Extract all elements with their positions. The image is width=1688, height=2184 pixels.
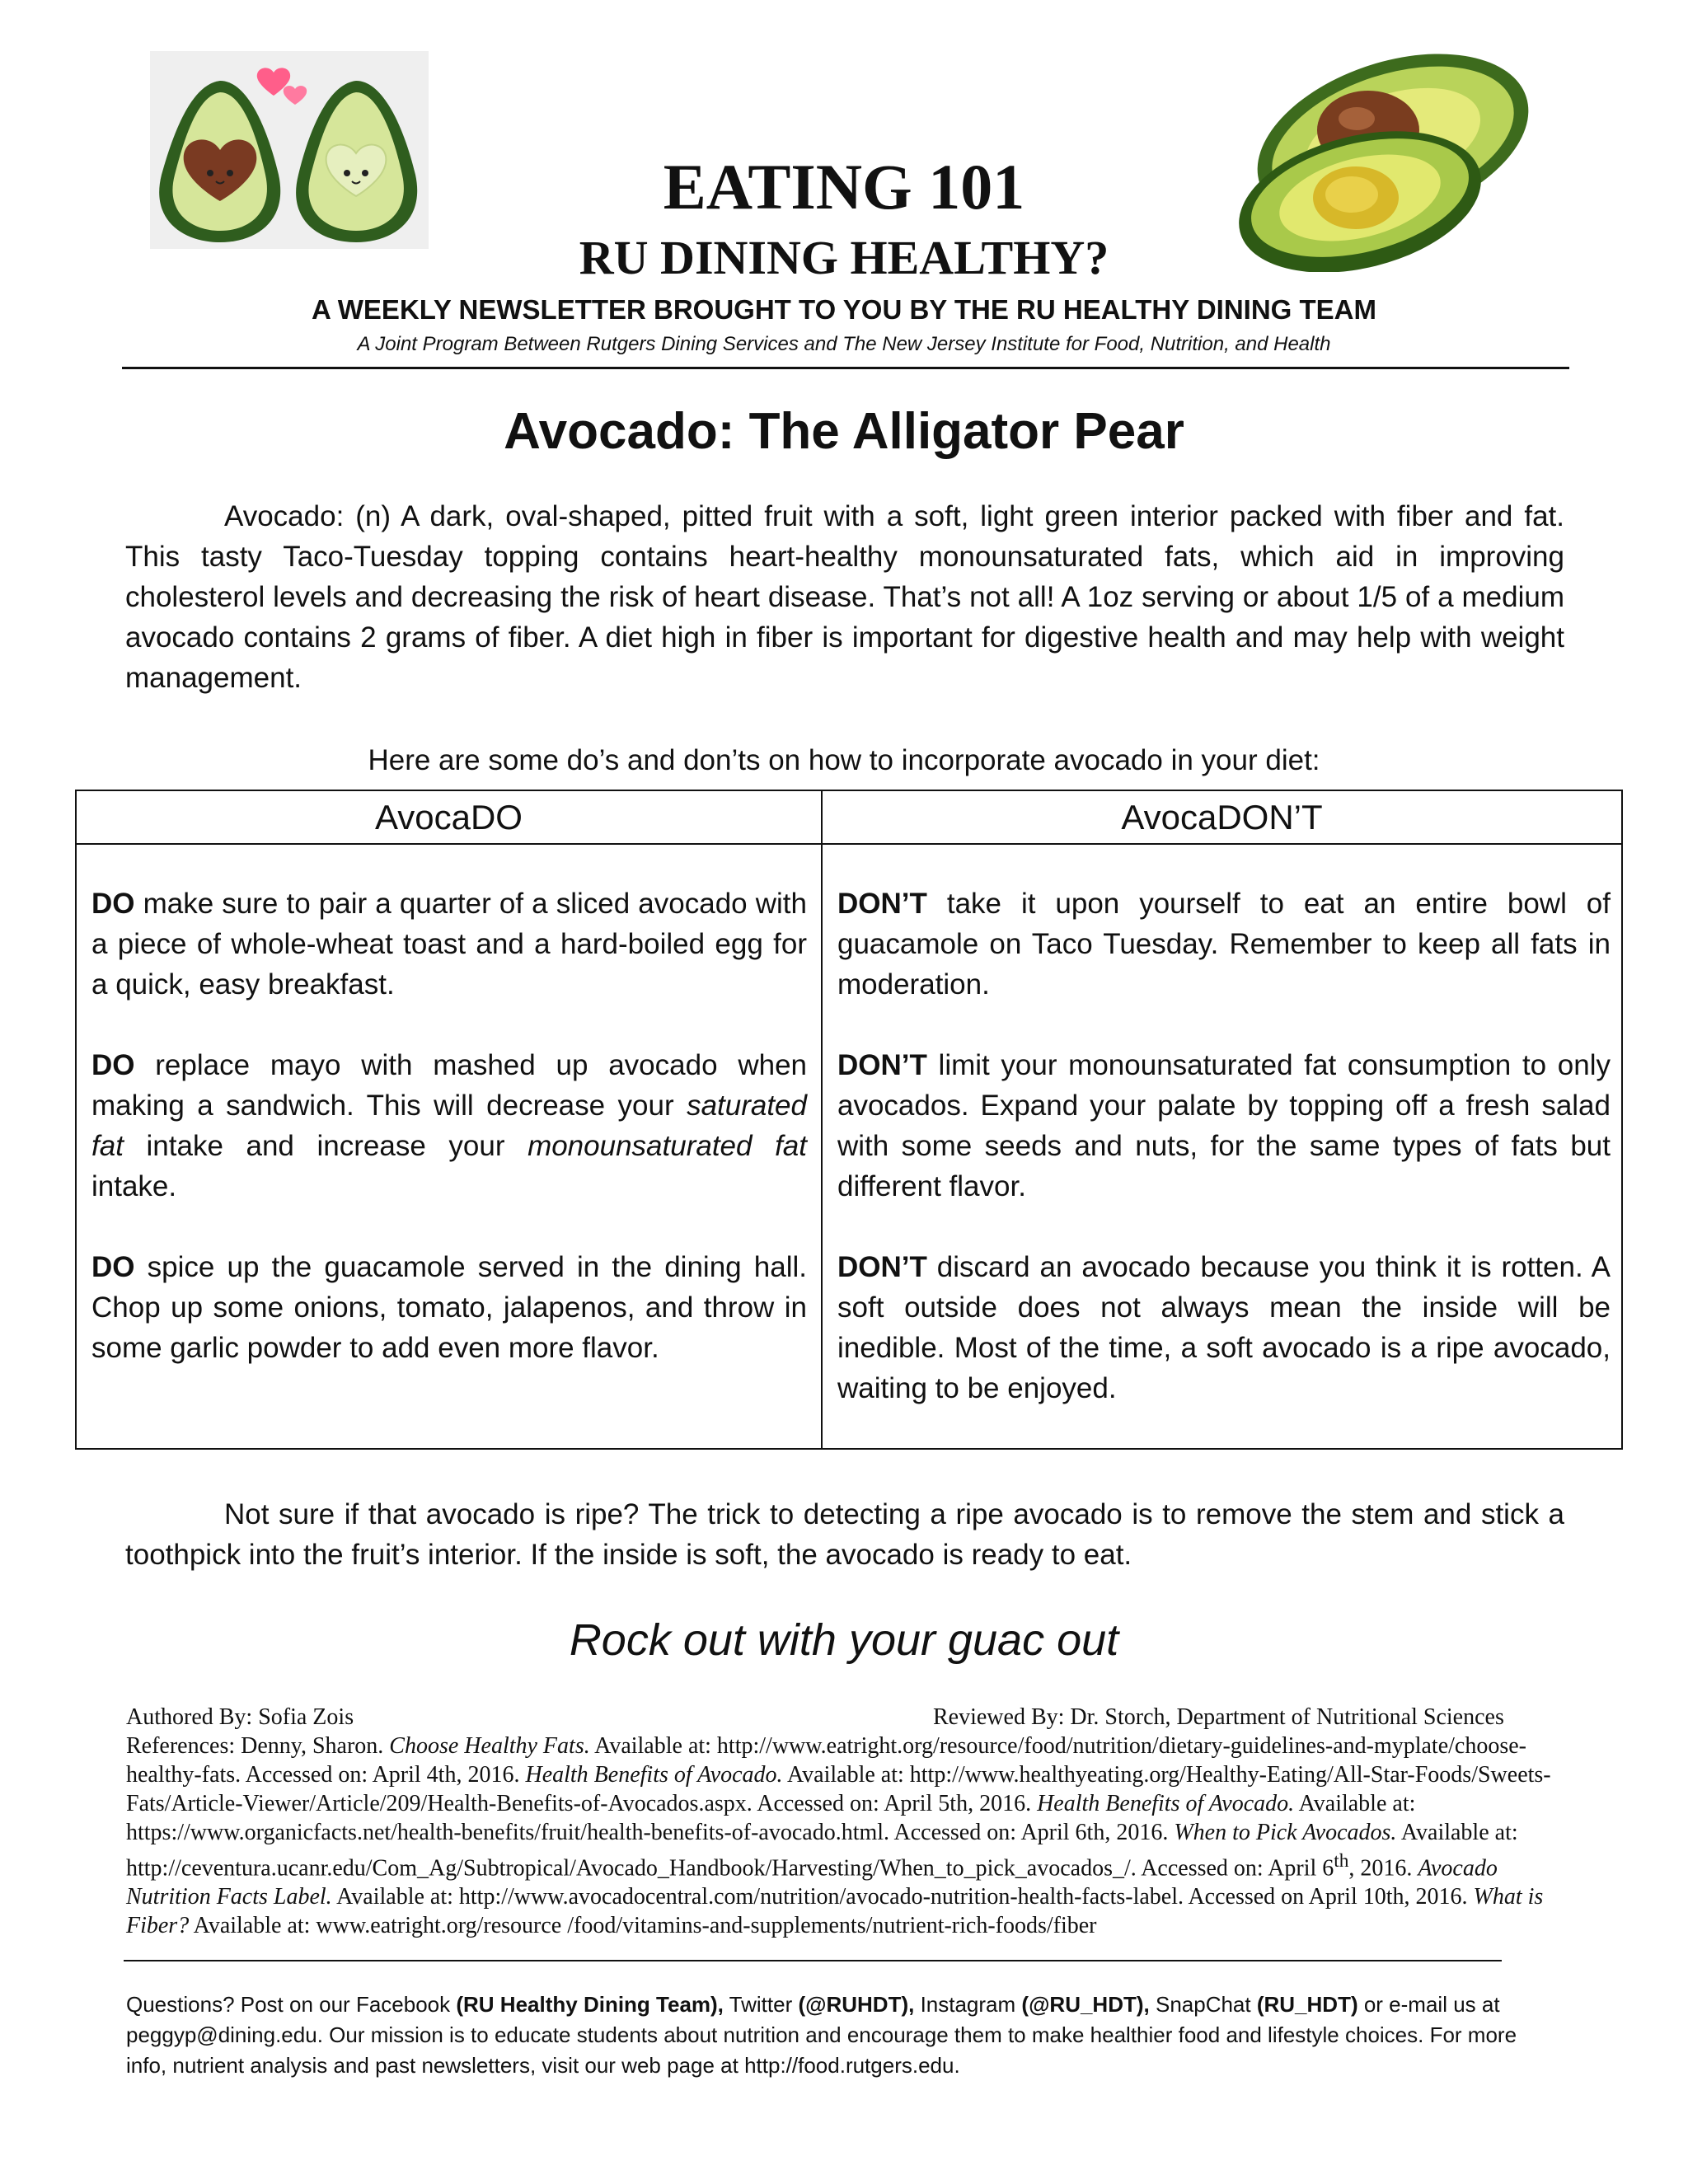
snapchat-handle: (RU_HDT) [1256,1992,1358,2017]
article-title: Avocado: The Alligator Pear [504,403,1184,460]
dont-text: discard an avocado because you think it is rotten. A soft outside does not always mean the inside will be inedible. Most of the time, a soft avocado is a ripe avocado, waiting to be enjoyed. [837,1251,1611,1404]
do-item [91,1247,807,1368]
table-header-divider [75,843,1623,845]
newsletter-title: EATING 101 [663,151,1025,223]
contact-info: Questions? Post on our Facebook (RU Healthy Dining Team), Twitter (@RUHDT), Instagram (@RU_HDT), SnapChat (RU_HDT) or e-mail us at peggyp@dining.edu. Our mission is to educate students about nutrition and encourage them to make healthier food and lifestyle choices. For more info, nutrient analysis and past newsletters, visit our web page at http://food.rutgers.edu. [126,1992,1517,2078]
instagram-handle: (@RU_HDT), [1021,1992,1150,2017]
header-divider [122,367,1569,369]
do-text: intake and increase your [123,1130,528,1162]
do-item [91,883,807,1005]
references: References: Denny, Sharon. Choose Healthy Fats. Available at: http://www.eatright.org/resource/food/nutrition/dietary-guidelines-and-myplate/choose-healthy-fats. Accessed on: April 4th, 2016. Health Benefits of Avocado. Available at: http://www.healthyeating.org/Healthy-Eating/All-Star-Foods/Sweets-Fats/Article-Viewer/Article/209/Health-Benefits-of-Avocados.aspx. Accessed on: April 5th, 2016. Health Benefits of Avocado. Available at: https://www.organicfacts.net/health-benefits/fruit/health-benefits-of-avocado.html. Accessed on: April 6th, 2016. When to Pick Avocados. Available at: http://ceventura.ucanr.edu/Com_Ag/Subtropical/Avocado_Handbook/Harvesting/When_to_pick_avocados_/. Accessed on: April 6th, 2016. Avocado Nutrition Facts Label. Available at: http://www.avocadocentral.com/nutrition/avocado-nutrition-health-facts-label. Accessed on April 10th, 2016. What is Fiber? Available at: www.eatright.org/resource /food/vitamins-and-supplements/nutrient-rich-foods/fiber [126,1733,1551,1939]
author-credit: Authored By: Sofia Zois [126,1704,354,1730]
twitter-handle: (@RUHDT), [798,1992,915,2017]
table-intro: Here are some do’s and don’ts on how to incorporate avocado in your diet: [368,744,1320,776]
column-header-donts: AvocaDON’T [1121,798,1323,837]
do-label: DO [91,1049,135,1081]
do-text: make sure to pair a quarter of a sliced avocado with a piece of whole-wheat toast and a hard-boiled egg for a quick, easy breakfast. [91,888,807,1001]
do-label: DO [91,1251,135,1283]
dont-text: limit your monounsaturated fat consumption to only avocados. Expand your palate by topping off a fresh salad with some seeds and nuts, for the same types of fats but different flavor. [837,1049,1611,1202]
do-item [91,1045,807,1207]
do-emphasis: monounsaturated fat [528,1130,807,1162]
facebook-handle: (RU Healthy Dining Team), [456,1992,724,2017]
dont-label: DON’T [837,888,927,920]
slogan: Rock out with your guac out [569,1615,1119,1665]
do-text: spice up the guacamole served in the dining hall. Chop up some onions, tomato, jalapenos, and throw in some garlic powder to add even more flavor. [91,1251,807,1364]
newsletter-tagline: A WEEKLY NEWSLETTER BROUGHT TO YOU BY THE RU HEALTHY DINING TEAM [312,294,1376,325]
ripeness-paragraph: Not sure if that avocado is ripe? The trick to detecting a ripe avocado is to remove the stem and stick a toothpick into the fruit’s interior. If the inside is soft, the avocado is ready to eat. [125,1498,1564,1571]
dont-item [837,883,1611,1005]
dont-label: DON’T [837,1251,927,1283]
donts-column [837,883,1611,1449]
do-text: intake. [91,1170,177,1202]
intro-paragraph: Avocado: (n) A dark, oval-shaped, pitted fruit with a soft, light green interior packed with fiber and fat. This tasty Taco-Tuesday topping contains heart-healthy monounsaturated fats, which aid in improving cholesterol levels and decreasing the risk of heart disease. That’s not all! A 1oz serving or about 1/5 of a medium avocado contains 2 grams of fiber. A diet high in fiber is important for digestive health and may help with weight management. [125,500,1564,694]
references-divider [124,1960,1502,1961]
do-text: replace mayo with mashed up avocado when making a sandwich. This will decrease your [91,1049,807,1122]
table-column-divider [821,790,823,1450]
do-label: DO [91,888,135,920]
column-header-dos: AvocaDO [375,798,523,837]
program-line: A Joint Program Between Rutgers Dining Services and The New Jersey Institute for Food, Nutrition, and Health [357,333,1331,355]
dont-item [837,1045,1611,1207]
dont-text: take it upon yourself to eat an entire bowl of guacamole on Taco Tuesday. Remember to keep all fats in moderation. [837,888,1611,1001]
dos-column [91,883,807,1408]
reviewer-credit: Reviewed By: Dr. Storch, Department of Nutritional Sciences [933,1704,1504,1730]
dont-item [837,1247,1611,1408]
newsletter-subtitle: RU DINING HEALTHY? [579,231,1109,284]
dont-label: DON’T [837,1049,927,1081]
do-emphasis: saturated fat [91,1090,807,1162]
